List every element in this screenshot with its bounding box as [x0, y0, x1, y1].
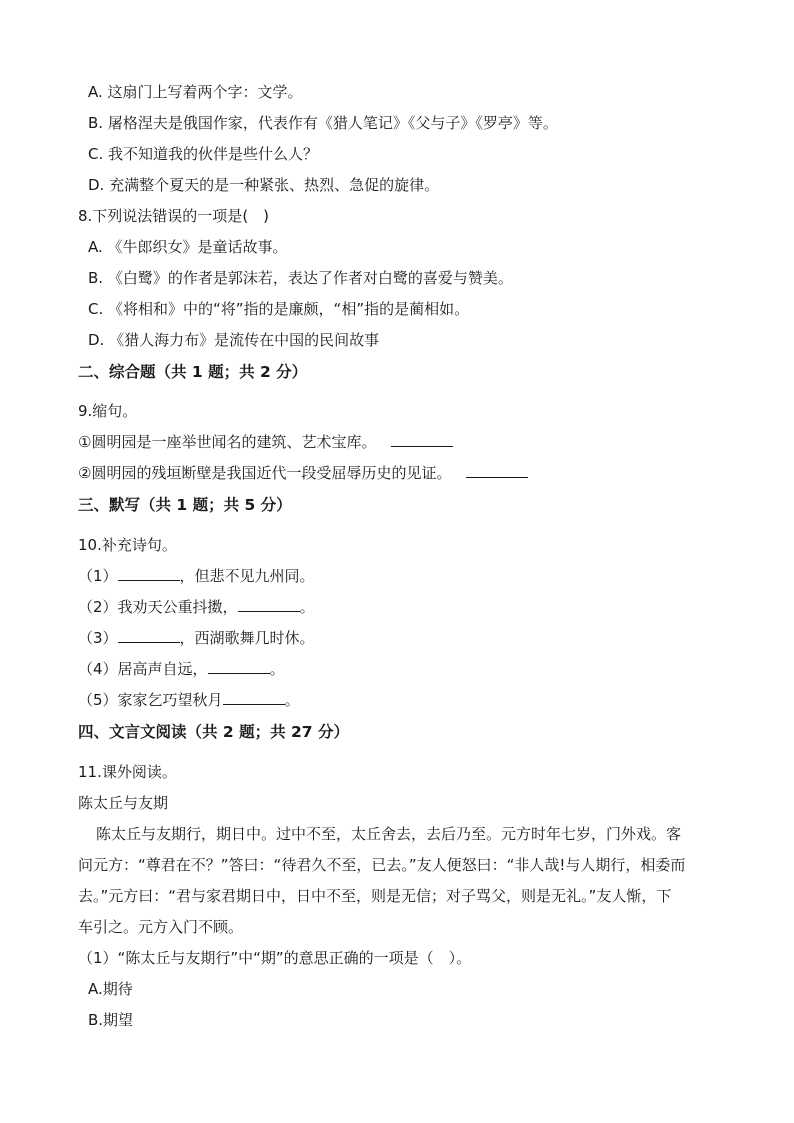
- item-number: （3）: [78, 629, 118, 647]
- q11-sub-question-1: （1）“陈太丘与友期行”中“期”的意思正确的一项是（ ）。: [78, 949, 472, 967]
- q8-option-b: B. 《白鹭》的作者是郭沫若，表达了作者对白鹭的喜爱与赞美。: [88, 269, 513, 287]
- passage-line-2: 问元方：“尊君在不？”答曰：“待君久不至，已去。”友人便怒曰：“非人哉!与人期行，相委而: [78, 856, 686, 874]
- poem-text-after: 。: [299, 598, 315, 616]
- poem-text-after: ，但悲不见九州同。: [179, 567, 315, 585]
- passage-title: 陈太丘与友期: [78, 794, 169, 812]
- passage-line-1: 陈太丘与友期行，期日中。过中不至，太丘舍去，去后乃至。元方时年七岁，门外戏。客: [96, 825, 682, 843]
- answer-blank[interactable]: [208, 659, 270, 674]
- q7-option-b: B. 屠格涅夫是俄国作家，代表作有《猎人笔记》《父与子》《罗亭》等。: [88, 114, 558, 132]
- answer-blank[interactable]: [118, 628, 180, 643]
- q9-item-1: [78, 431, 453, 453]
- q11-sub-1-option-b: B.期望: [88, 1011, 134, 1029]
- poem-text-after: ，西湖歌舞几时休。: [179, 629, 315, 647]
- answer-blank[interactable]: [238, 597, 300, 612]
- q7-option-c: C. 我不知道我的伙伴是些什么人？: [88, 145, 319, 163]
- item-number: （1）: [78, 567, 118, 585]
- poem-text-before: 居高声自远，: [117, 660, 208, 678]
- q10-item-3: [78, 627, 315, 649]
- answer-blank[interactable]: [391, 432, 453, 447]
- q10-item-4: [78, 658, 285, 680]
- q9-item-2: [78, 462, 528, 484]
- q11-stem: 11.课外阅读。: [78, 763, 177, 781]
- answer-blank[interactable]: [223, 690, 285, 705]
- answer-blank[interactable]: [118, 566, 180, 581]
- q8-option-a: A. 《牛郎织女》是童话故事。: [88, 238, 288, 256]
- q9-stem: 9.缩句。: [78, 402, 138, 420]
- section-2-heading: 二、综合题（共 1 题；共 2 分）: [78, 363, 308, 381]
- passage-line-4: 车引之。元方入门不顾。: [78, 918, 244, 936]
- item-number: （4）: [78, 660, 118, 678]
- q7-option-a: A. 这扇门上写着两个字：文学。: [88, 83, 303, 101]
- q8-stem: 8.下列说法错误的一项是( ): [78, 207, 270, 225]
- section-3-heading: 三、默写（共 1 题；共 5 分）: [78, 496, 292, 514]
- poem-text-after: 。: [284, 691, 300, 709]
- passage-line-3: 去。”元方曰：“君与家君期日中，日中不至，则是无信；对子骂父，则是无礼。”友人惭，下: [78, 887, 672, 905]
- item-number: （5）: [78, 691, 118, 709]
- answer-blank[interactable]: [466, 463, 528, 478]
- poem-text-before: 我劝天公重抖擞，: [117, 598, 238, 616]
- q9-item-2-text: ②圆明园的残垣断壁是我国近代一段受屈辱历史的见证。: [78, 464, 452, 482]
- poem-text-before: 家家乞巧望秋月: [117, 691, 223, 709]
- item-number: （2）: [78, 598, 118, 616]
- q10-item-5: [78, 689, 300, 711]
- q8-option-c: C. 《将相和》中的“将”指的是廉颇，“相”指的是蔺相如。: [88, 300, 470, 318]
- q9-item-1-text: ①圆明园是一座举世闻名的建筑、艺术宝库。: [78, 433, 377, 451]
- poem-text-after: 。: [269, 660, 285, 678]
- section-4-heading: 四、文言文阅读（共 2 题；共 27 分）: [78, 723, 349, 741]
- q7-option-d: D. 充满整个夏天的是一种紧张、热烈、急促的旋律。: [88, 176, 440, 194]
- q10-stem: 10.补充诗句。: [78, 536, 177, 554]
- q10-item-1: [78, 565, 315, 587]
- q10-item-2: [78, 596, 315, 618]
- q8-option-d: D. 《猎人海力布》是流传在中国的民间故事: [88, 331, 380, 349]
- q11-sub-1-option-a: A.期待: [88, 980, 133, 998]
